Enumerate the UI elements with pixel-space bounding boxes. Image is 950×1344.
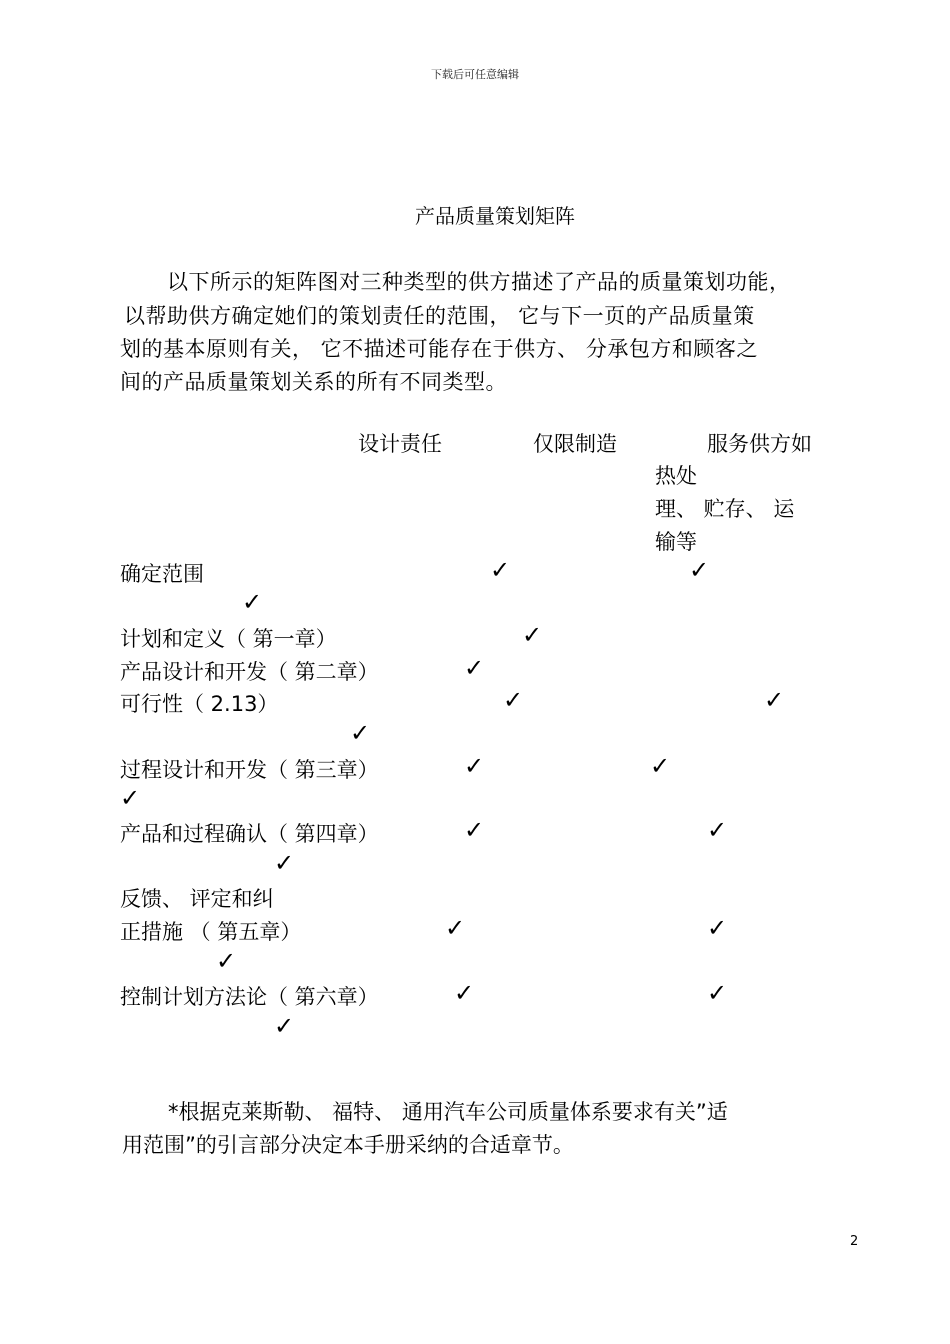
row-label-process-design: 过程设计和开发（ 第三章） xyxy=(120,758,379,782)
check-mark: ✓ xyxy=(242,588,263,616)
column-header-service-line2: 热处 xyxy=(655,464,697,488)
check-mark: ✓ xyxy=(707,816,728,844)
check-mark: ✓ xyxy=(464,752,485,780)
column-header-manufacture: 仅限制造 xyxy=(533,432,617,456)
intro-line-3: 划的基本原则有关， 它不描述可能存在于供方、 分承包方和顾客之 xyxy=(120,337,758,361)
check-mark: ✓ xyxy=(490,556,511,584)
row-label-feedback-line2: 正措施 （ 第五章） xyxy=(120,920,302,944)
row-label-control-plan: 控制计划方法论（ 第六章） xyxy=(120,985,379,1009)
page-title: 产品质量策划矩阵 xyxy=(415,204,575,228)
column-header-service-line4: 输等 xyxy=(655,530,697,554)
check-mark: ✓ xyxy=(454,979,475,1007)
column-header-design: 设计责任 xyxy=(358,432,442,456)
footnote-line-2: 用范围”的引言部分决定本手册采纳的合适章节。 xyxy=(122,1133,574,1157)
row-label-feasibility: 可行性（ 2.13） xyxy=(120,692,279,716)
check-mark: ✓ xyxy=(707,979,728,1007)
check-mark: ✓ xyxy=(274,849,295,877)
check-mark: ✓ xyxy=(689,556,710,584)
column-header-service: 服务供方如 xyxy=(707,432,812,456)
check-mark: ✓ xyxy=(120,784,141,812)
page-number: 2 xyxy=(850,1234,859,1249)
row-label-product-design: 产品设计和开发（ 第二章） xyxy=(120,660,379,684)
intro-line-2: 以帮助供方确定她们的策划责任的范围， 它与下一页的产品质量策 xyxy=(124,304,755,328)
check-mark: ✓ xyxy=(274,1012,295,1040)
footnote-line-1: *根据克莱斯勒、 福特、 通用汽车公司质量体系要求有关”适 xyxy=(168,1100,728,1124)
intro-line-4: 间的产品质量策划关系的所有不同类型。 xyxy=(120,370,507,394)
check-mark: ✓ xyxy=(650,752,671,780)
check-mark: ✓ xyxy=(350,719,371,747)
row-label-scope: 确定范围 xyxy=(120,562,204,586)
check-mark: ✓ xyxy=(522,621,543,649)
check-mark: ✓ xyxy=(503,686,524,714)
row-label-validation: 产品和过程确认（ 第四章） xyxy=(120,822,379,846)
check-mark: ✓ xyxy=(464,654,485,682)
column-header-service-line3: 理、 贮存、 运 xyxy=(655,497,795,521)
check-mark: ✓ xyxy=(764,686,785,714)
intro-line-1: 以下所示的矩阵图对三种类型的供方描述了产品的质量策划功能， xyxy=(167,270,791,294)
header-note: 下载后可任意编辑 xyxy=(431,68,519,81)
check-mark: ✓ xyxy=(216,947,237,975)
check-mark: ✓ xyxy=(707,914,728,942)
check-mark: ✓ xyxy=(445,914,466,942)
check-mark: ✓ xyxy=(464,816,485,844)
row-label-feedback: 反馈、 评定和纠 xyxy=(120,887,274,911)
row-label-plan-define: 计划和定义（ 第一章） xyxy=(120,627,337,651)
